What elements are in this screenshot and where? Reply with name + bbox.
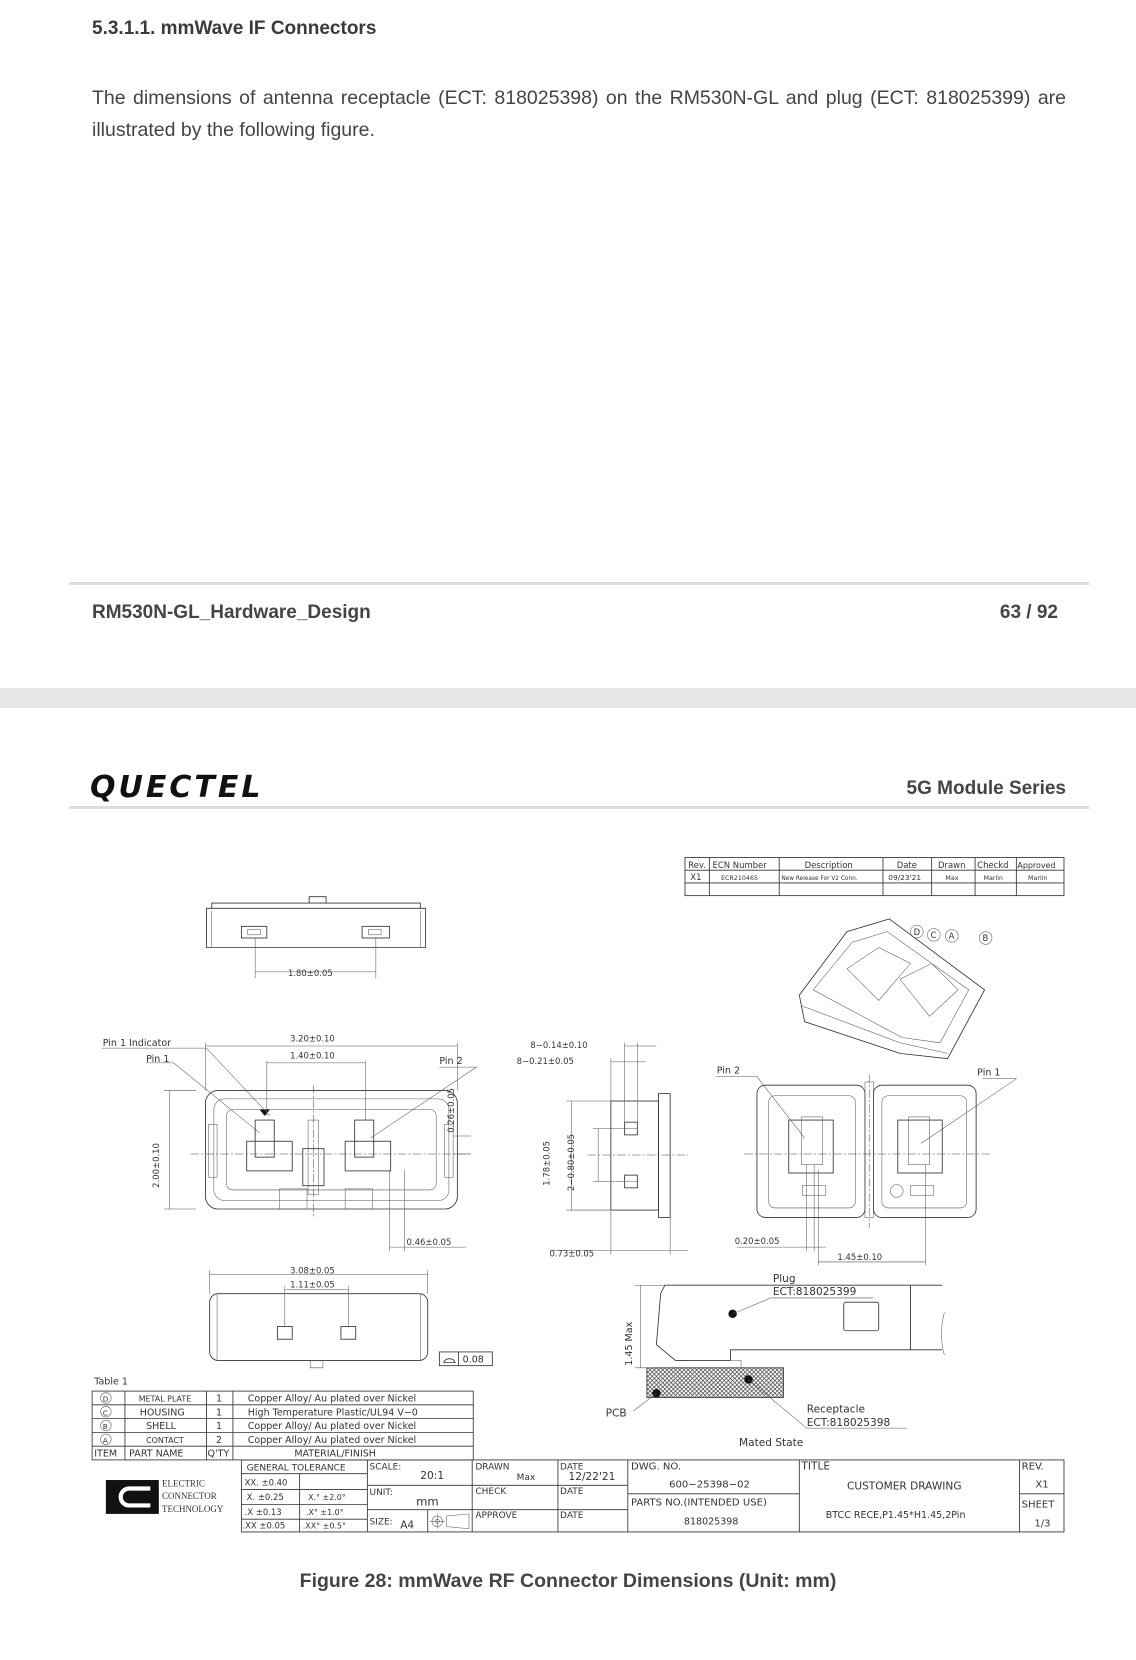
part-name: HOUSING [139,1407,185,1419]
qty: 1 [215,1421,223,1433]
dim-1-11: 1.11±0.05 [290,1279,335,1290]
item: C [102,1408,108,1418]
date-label-1: DATE [560,1462,584,1473]
parts-table [92,1377,473,1460]
projection-symbol-icon [430,1514,469,1529]
material: High Temperature Plastic/UL94 V−0 [247,1407,418,1419]
callout-a: A [948,931,955,942]
dim-3-20: 3.20±0.10 [290,1033,335,1044]
receptacle-label: Receptacle [806,1403,866,1416]
material: Copper Alloy/ Au plated over Nickel [247,1421,417,1433]
sheet-value: 1/3 [1034,1518,1051,1530]
date-value: 12/22'21 [568,1471,616,1484]
qty: 2 [215,1434,223,1446]
side-view [517,1040,689,1259]
parts-row-d [101,1393,417,1405]
company-line-3: TECHNOLOGY [161,1503,224,1514]
angle-tolerance-dot-xx: .XX° ±0.5° [302,1521,346,1531]
callout-c: C [930,929,937,940]
pcb-label: PCB [605,1407,627,1420]
item: D [102,1394,109,1404]
approved-header: Approved [1017,861,1056,871]
parts-row-b [101,1420,417,1432]
figure-caption: Figure 28: mmWave RF Connector Dimensions (Unit: mm) [299,1570,837,1592]
dim-1-78: 1.78±0.05 [541,1140,552,1186]
title-block [241,1460,1064,1532]
dim-2-0-80: 2−0.80±0.05 [565,1133,576,1192]
qty: 1 [215,1393,223,1405]
general-tolerance-label: GENERAL TOLERANCE [246,1463,346,1474]
header-series: 5G Module Series [906,778,1066,799]
drawn-value: Max [945,874,959,882]
drawing-number-label: DWG. NO. [630,1461,682,1473]
angle-tolerance-dot-x: .X° ±1.0° [305,1507,344,1517]
front-view [102,1034,477,1252]
body-paragraph: The dimensions of antenna receptacle (ECT: 818025398) on the RM530N-GL and plug (ECT: 818025399) are illustrated by the following figure. [92,87,1066,141]
drawn-label: DRAWN [475,1462,510,1473]
qty: 1 [215,1407,223,1419]
title-line-1: CUSTOMER DRAWING [846,1480,962,1493]
pin1-label-rear: Pin 1 [977,1067,1001,1079]
check-label: CHECK [475,1486,507,1497]
company-line-2: CONNECTOR [161,1491,217,1502]
scale-label: SCALE: [369,1462,402,1473]
dim-0-20: 0.20±0.05 [734,1235,780,1246]
title-line-2: BTCC RECE,P1.45*H1.45,2Pin [825,1510,966,1522]
description-header: Description [804,860,853,871]
approve-label: APPROVE [475,1511,518,1522]
item: A [102,1435,108,1445]
dim-1-80: 1.80±0.05 [287,968,333,979]
dim-1-40: 1.40±0.10 [290,1050,335,1061]
dim-1-45-max: 1.45 Max [624,1321,636,1366]
flatness-value: 0.08 [462,1354,484,1366]
ecn-value: ECR210465 [720,874,759,882]
dim-8-0-14: 8−0.14±0.10 [530,1040,588,1051]
revision-table [685,858,1064,896]
date-header: Date [896,860,917,871]
logo-text: QUECTEL [90,770,264,805]
bottom-view [210,1266,493,1368]
unit-label: UNIT: [369,1487,393,1498]
dim-1-45: 1.45±0.10 [837,1251,883,1262]
mated-state-label: Mated State [738,1437,804,1450]
parts-row-a [101,1434,417,1446]
dim-0-73: 0.73±0.05 [549,1248,595,1259]
qty-header: Q'TY [207,1448,230,1460]
ect-logo [106,1478,224,1514]
tolerance-xx: XX. ±0.40 [244,1477,288,1488]
sheet-label: SHEET [1021,1499,1055,1511]
footer-page-number: 63 / 92 [999,602,1058,623]
mated-state-view [606,1273,945,1449]
top-view [206,897,425,979]
pin2-label: Pin 2 [439,1055,463,1067]
callout-b: B [982,933,989,944]
material: Copper Alloy/ Au plated over Nickel [247,1393,417,1405]
drawing-number-value: 600−25398−02 [669,1479,750,1491]
description-value: New Release For V2 Conn. [781,875,858,882]
plug-ect-label: ECT:818025399 [772,1285,857,1298]
date-label-2: DATE [560,1486,584,1497]
approved-value: Marlin [1027,874,1048,882]
rev-header: Rev. [688,860,706,871]
drawn-header: Drawn [938,860,966,871]
size-label: SIZE: [369,1517,393,1528]
title-label: TITLE [801,1460,831,1473]
rev-label: REV. [1021,1461,1044,1473]
rear-view [716,1065,1017,1265]
checked-header: Checkd [977,860,1009,871]
date-value: 09/23'21 [888,872,922,882]
material-header: MATERIAL/FINISH [294,1448,376,1460]
date-label-3: DATE [560,1511,584,1522]
isometric-view [799,919,992,1059]
part-name: SHELL [146,1421,176,1433]
rev-value-block: X1 [1035,1479,1049,1491]
parts-number-label: PARTS NO.(INTENDED USE) [630,1497,767,1509]
dim-3-08: 3.08±0.05 [290,1265,335,1276]
footer-document-name: RM530N-GL_Hardware_Design [92,602,371,623]
part-name-header: PART NAME [129,1448,184,1460]
drawn-by-value: Max [516,1473,536,1484]
callout-d: D [913,926,921,937]
dim-0-26: 0.26±0.05 [446,1088,457,1133]
receptacle-ect-label: ECT:818025398 [806,1417,891,1430]
parts-number-value: 818025398 [683,1516,739,1528]
part-name: CONTACT [146,1435,184,1445]
dim-0-46: 0.46±0.05 [406,1237,452,1247]
angle-tolerance-x: X.° ±2.0° [308,1493,346,1503]
ecn-header: ECN Number [712,860,767,871]
section-heading: 5.3.1.1. mmWave IF Connectors [92,18,377,39]
pin1-label: Pin 1 [146,1053,170,1065]
tolerance-dot-x: .X ±0.13 [244,1506,282,1517]
dim-2-00: 2.00±0.10 [150,1143,161,1188]
pin2-label-rear: Pin 2 [716,1065,741,1077]
dim-8-0-21: 8−0.21±0.05 [516,1055,574,1066]
scale-value: 20:1 [420,1469,445,1482]
parts-row-c [101,1406,418,1418]
tolerance-dot-xx: .XX ±0.05 [242,1520,286,1531]
company-line-1: ELECTRIC [161,1478,205,1489]
tolerance-x: X. ±0.25 [246,1492,284,1503]
rev-value: X1 [690,871,702,882]
plug-label: Plug [772,1273,796,1286]
item: B [102,1422,108,1432]
pin1-indicator-label: Pin 1 Indicator [102,1037,172,1049]
unit-value: mm [416,1494,439,1509]
parts-table-title: Table 1 [94,1376,128,1388]
item-header: ITEM [94,1448,118,1460]
part-name: METAL PLATE [138,1394,192,1404]
material: Copper Alloy/ Au plated over Nickel [247,1434,417,1446]
size-value: A4 [400,1519,415,1532]
checked-value: Marlin [983,874,1004,882]
